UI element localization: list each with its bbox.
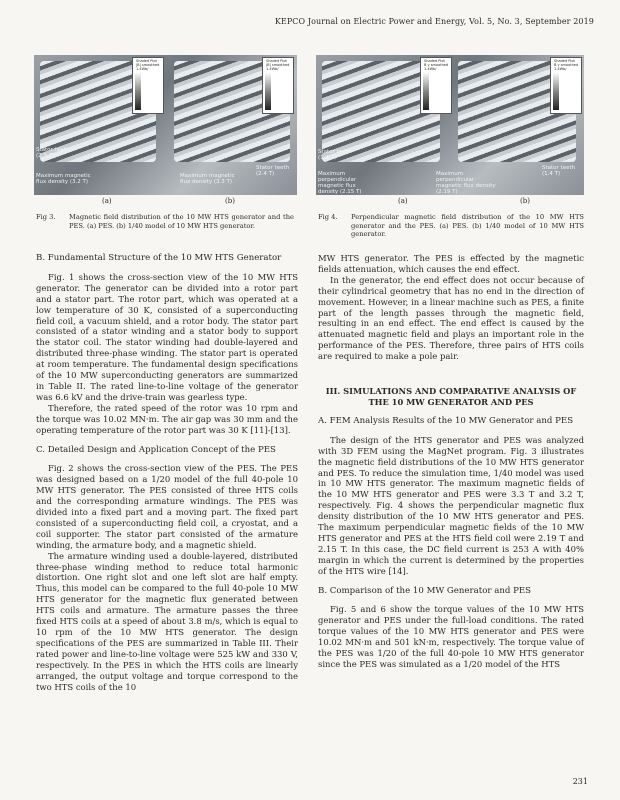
paragraph: The armature winding used a double-layered, distributed three-phase winding method to reduce total harmonic distortion. One right slot and one left slot are half empty. Thus, this model can be compared to the full 40-pole 10 MW HTS generator for the magnetic flux generated between HTS coils and armature. The armature passes the three fixed HTS coils at a speed of about 3.8 m/s, which is equal to 10 rpm of the 10 MW HTS generator. The design specifications of the PES are summarized in Table III. Their rated power and line-to-line voltage were 525 kW and 330 V, respectively. In the PES in which the HTS coils are linearly arranged, the output voltage and torque correspond to the two HTS coils of the 10: [36, 550, 298, 692]
paragraph: Fig. 2 shows the cross-section view of the PES. The PES was designed based on a 1/20 model of the full 40-pole 10 MW HTS generator. The PES consisted of three HTS coils and the corresponding armature windings. The PES was divided into a fixed part and a moving part. The fixed part consisted of a superconducting field coil, a cryostat, and a coil supporter. The stator part consisted of the armature winding, the armature body, and a magnetic shield.: [36, 463, 298, 550]
fig4-sublabel-a: (a): [398, 197, 408, 205]
paragraph: The design of the HTS generator and PES was analyzed with 3D FEM using the MagNet program. Fig. 3 illustrates the magnetic field distributions of the 10 MW HTS generator and PES. To reduce the simulation time, 1/40 model was used in 10 MW HTS generator. The maximum magnetic fields of the 10 MW HTS generator and PES were 3.3 T and 3.2 T, respectively. Fig. 4 shows the perpendicular magnetic flux density distribution of the 10 MW HTS generator and PES. The maximum perpendicular magnetic fields of the 10 MW HTS generator and PES at the HTS field coil were 2.19 T and 2.15 T. In this case, the DC field current is 253 A with 40% margin in which the current is determined by the properties of the HTS wire [14].: [318, 434, 584, 576]
paragraph: MW HTS generator. The PES is effected by the magnetic fields attenuation, which causes the end effect.: [318, 253, 584, 274]
fig3-annotation: Maximum magnetic flux density (3.3 T): [180, 173, 235, 185]
paragraph: Fig. 5 and 6 show the torque values of the 10 MW HTS generator and PES under the full-load conditions. The rated torque values of the 10 MW HTS generator and PES were 10.02 MN·m and 501 kN·m, respectively. The torque value of the PES was 1/20 of the full 40-pole 10 MW HTS generator since the PES was simulated as a 1/20 model of the HTS: [318, 604, 584, 669]
paragraph: In the generator, the end effect does not occur because of their cylindrical geometry that has no end in the direction of movement. However, in a linear machine such as PES, a finite part of the length passes through the magnetic field, resulting in an end effect. The end effect is caused by the attenuated magnetic field and plays an important role in the performance of the PES. Therefore, three pairs of HTS coils are required to make a pole pair.: [318, 274, 584, 362]
page-number: 231: [572, 777, 588, 786]
section-heading: B. Fundamental Structure of the 10 MW HTS Generator: [36, 253, 282, 263]
fig4-annotation: Maximum perpendicular magnetic flux density (2.15 T): [318, 171, 362, 195]
fig4-annotation: Maximum perpendicular magnetic flux density (2.19 T): [436, 171, 496, 195]
figure-3-caption: [36, 213, 294, 233]
fig4-legend-b: Shaded Plot B y smoothed 1.4Wb/: [550, 57, 582, 114]
fig3-sublabel-a: (a): [102, 197, 112, 205]
fig3-legend-a: Shaded Plot |B| smoothed 1.4Wb/: [132, 57, 164, 114]
figure-3-image: [34, 55, 297, 195]
fig3-annotation: Maximum magnetic flux density (3.2 T): [36, 173, 91, 185]
section-heading: B. Comparison of the 10 MW Generator and PES: [318, 585, 532, 596]
figure-4-number: Fig 4.: [318, 213, 338, 221]
figure-4-image: [316, 55, 584, 195]
fig4-annotation: Stator teeth (1.4 T): [318, 149, 352, 161]
fig4-legend-a: Shaded Plot B y smoothed 1.4Wb/: [420, 57, 452, 114]
figure-3-caption-text: Magnetic field distribution of the 10 MW HTS generator and the PES. (a) PES. (b) 1/40 model of 10 MW HTS generator.: [69, 213, 294, 230]
fig3-legend-b: Shaded Plot |B| smoothed 1.4Wb/: [262, 57, 294, 114]
paragraph: Therefore, the rated speed of the rotor was 10 rpm and the torque was 10.02 MN·m. The air gap was 30 mm and the operating temperature of the rotor part was 30 K [11]-[13].: [36, 402, 298, 435]
figure-4-caption-text: Perpendicular magnetic field distribution of the 10 MW HTS generator and the PES. (a) PES. (b) 1/40 model of 10 MW HTS generator.: [351, 213, 584, 239]
section-heading: A. FEM Analysis Results of the 10 MW Generator and PES: [318, 415, 574, 426]
journal-header: KEPCO Journal on Electric Power and Energy, Vol. 5, No. 3, September 2019: [274, 17, 594, 26]
right-column: [318, 253, 584, 670]
figure-4-caption: [318, 213, 584, 241]
fig4-sublabel-b: (b): [520, 197, 530, 205]
section-heading-main: III. SIMULATIONS AND COMPARATIVE ANALYSIS OF THE 10 MW GENERATOR AND PES: [325, 386, 577, 407]
fig4-annotation: Stator teeth (1.4 T): [542, 165, 576, 177]
left-column: [36, 253, 298, 692]
fig3-annotation: Stator teeth (2.3 T): [36, 147, 70, 159]
section-heading: C. Detailed Design and Application Concept of the PES: [36, 444, 276, 455]
fig3-sublabel-b: (b): [225, 197, 235, 205]
figure-3-number: Fig 3.: [36, 213, 56, 221]
paragraph: Fig. 1 shows the cross-section view of the 10 MW HTS generator. The generator can be divided into a rotor part and a stator part. The rotor part, which was operated at a low temperature of 30 K, consisted of a superconducting field coil, a vacuum shield, and a rotor body. The stator part consisted of a stator winding and a stator body to support the stator coil. The stator winding had double-layered and distributed three-phase winding. The stator part is operated at room temperature. The fundamental design specifications of the 10 MW superconducting generators are summarized in Table II. The rated line-to-line voltage of the generator was 6.6 kV and the drive-train was gearless type.: [36, 271, 298, 402]
fig3-annotation: Stator teeth (2.4 T): [256, 165, 290, 177]
